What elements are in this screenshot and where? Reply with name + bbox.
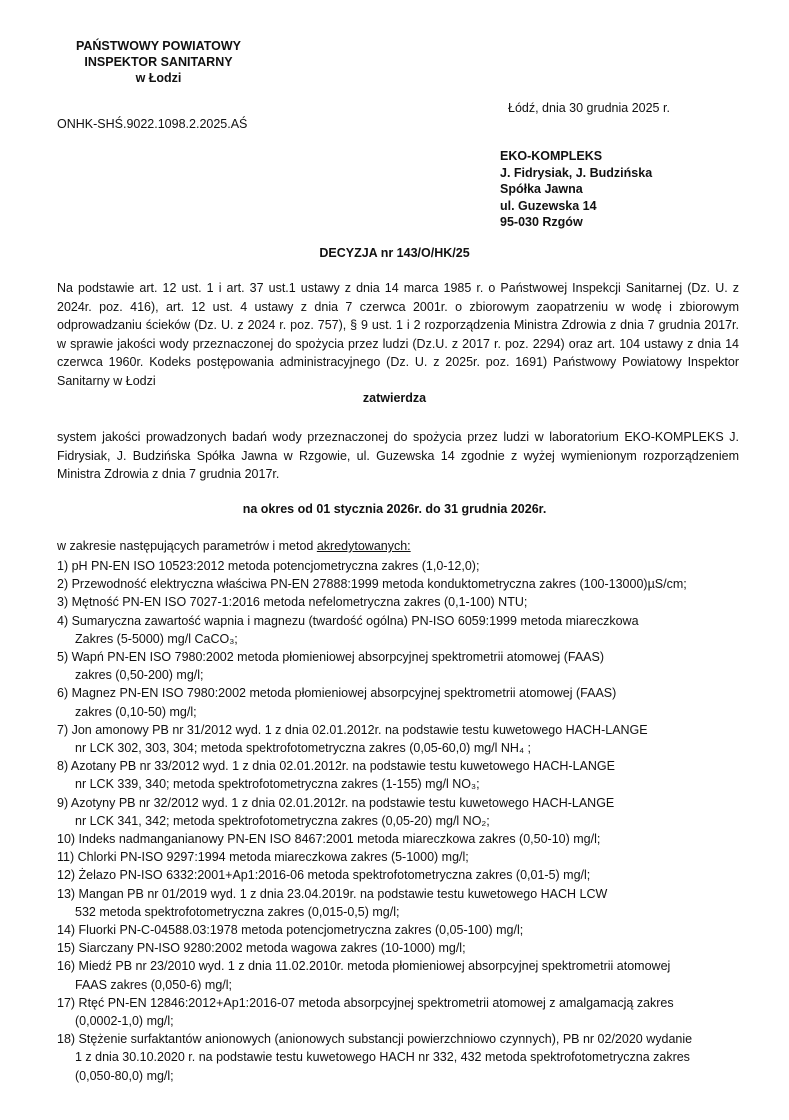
- parameter-text: 13) Mangan PB nr 01/2019 wyd. 1 z dnia 23.04.2019r. na podstawie testu kuwetowego HACH LCW: [57, 886, 608, 901]
- parameters-intro-text: w zakresie następujących parametrów i metod: [57, 539, 317, 553]
- parameter-item: [57, 957, 747, 993]
- city-date: Łódź, dnia 30 grudnia 2025 r.: [508, 101, 670, 115]
- parameter-continuation: nr LCK 341, 342; metoda spektrofotometryczna zakres (0,05-20) mg/l NO₂;: [75, 813, 490, 828]
- parameter-text: 14) Fluorki PN-C-04588.03:1978 metoda potencjometryczna zakres (0,05-100) mg/l;: [57, 923, 524, 938]
- parameter-list: [57, 557, 747, 1085]
- recipient-address: [500, 148, 652, 231]
- decision-title: DECYZJA nr 143/O/HK/25: [319, 246, 470, 260]
- parameter-text: 4) Sumaryczna zawartość wapnia i magnezu (twardość ogólna) PN-ISO 6059:1999 metoda miareczkowa: [57, 613, 639, 628]
- parameter-text: 16) Miedź PB nr 23/2010 wyd. 1 z dnia 11.02.2010r. metoda płomieniowej absorpcyjnej spektrometrii atomowej: [57, 959, 671, 974]
- authority-line: w Łodzi: [135, 71, 182, 85]
- parameter-item: [57, 575, 747, 593]
- authority-line: PAŃSTWOWY POWIATOWY: [75, 39, 242, 53]
- validity-period: na okres od 01 stycznia 2026r. do 31 grudnia 2026r.: [242, 502, 547, 516]
- parameter-item: [57, 1030, 747, 1085]
- parameter-text: 5) Wapń PN-EN ISO 7980:2002 metoda płomieniowej absorpcyjnej spektrometrii atomowej (FAAS): [57, 650, 605, 665]
- accredited-label: akredytowanych:: [316, 539, 411, 553]
- parameter-text: 6) Magnez PN-EN ISO 7980:2002 metoda płomieniowej absorpcyjnej spektrometrii atomowej (FAAS): [57, 686, 617, 701]
- parameter-item: [57, 648, 747, 684]
- parameter-item: [57, 994, 747, 1030]
- recipient-line: Spółka Jawna: [500, 182, 583, 196]
- parameter-continuation: zakres (0,10-50) mg/l;: [75, 704, 197, 719]
- parameter-text: 9) Azotyny PB nr 32/2012 wyd. 1 z dnia 02.01.2012r. na podstawie testu kuwetowego HACH-LANGE: [57, 795, 615, 810]
- parameter-continuation: (0,0002-1,0) mg/l;: [75, 1014, 174, 1029]
- parameter-continuation: zakres (0,50-200) mg/l;: [75, 668, 204, 683]
- issuing-authority: [56, 38, 261, 86]
- parameter-text: 1) pH PN-EN ISO 10523:2012 metoda potencjometryczna zakres (1,0-12,0);: [57, 559, 480, 573]
- parameter-item: [57, 557, 747, 575]
- parameters-intro: [57, 539, 411, 553]
- parameter-text: 18) Stężenie surfaktantów anionowych (anionowych substancji powierzchniowo czynnych), PB nr 02/2020 wydanie: [57, 1032, 693, 1047]
- parameter-item: [57, 593, 747, 611]
- parameter-text: 12) Żelazo PN-ISO 6332:2001+Ap1:2016-06 metoda spektrofotometryczna zakres (0,01-5) mg/l;: [57, 868, 591, 883]
- authority-line: INSPEKTOR SANITARNY: [84, 55, 233, 69]
- parameter-item: [57, 757, 747, 793]
- parameter-item: [57, 885, 747, 921]
- parameter-item: [57, 921, 747, 939]
- quality-system-paragraph: system jakości prowadzonych badań wody przeznaczonej do spożycia przez ludzi w laboratorium EKO-KOMPLEKS J. Fidrysiak, J. Budzińska Spółka Jawna w Rzgowie, ul. Guzewska 14 zgodnie z wyżej wymienionym rozporządzeniem Ministra Zdrowia z dnia 7 grudnia 2017r.: [57, 430, 739, 481]
- parameter-item: [57, 848, 747, 866]
- recipient-line: ul. Guzewska 14: [500, 198, 597, 213]
- parameter-continuation: (0,050-80,0) mg/l;: [75, 1068, 174, 1083]
- parameter-text: 8) Azotany PB nr 33/2012 wyd. 1 z dnia 02.01.2012r. na podstawie testu kuwetowego HACH-LANGE: [57, 759, 615, 774]
- parameter-text: 2) Przewodność elektryczna właściwa PN-EN 27888:1999 metoda konduktometryczna zakres (100-13000)µS/cm;: [57, 577, 687, 592]
- parameter-item: [57, 794, 747, 830]
- parameter-text: 10) Indeks nadmanganianowy PN-EN ISO 8467:2001 metoda miareczkowa zakres (0,50-10) mg/l;: [57, 832, 601, 847]
- parameter-text: 11) Chlorki PN-ISO 9297:1994 metoda miareczkowa zakres (5-1000) mg/l;: [57, 850, 469, 865]
- parameter-item: [57, 866, 747, 884]
- parameter-item: [57, 939, 747, 957]
- parameter-text: 15) Siarczany PN-ISO 9280:2002 metoda wagowa zakres (10-1000) mg/l;: [57, 941, 466, 956]
- parameter-continuation: Zakres (5-5000) mg/l CaCO₃;: [75, 631, 238, 646]
- parameter-item: [57, 721, 747, 757]
- parameter-continuation: nr LCK 302, 303, 304; metoda spektrofotometryczna zakres (0,05-60,0) mg/l NH₄ ;: [75, 741, 532, 756]
- parameter-continuation: 1 z dnia 30.10.2020 r. na podstawie testu kuwetowego HACH nr 332, 432 metoda spektrofotometryczna zakres: [75, 1050, 690, 1065]
- parameter-continuation: nr LCK 339, 340; metoda spektrofotometryczna zakres (1-155) mg/l NO₃;: [75, 777, 480, 792]
- recipient-line: 95-030 Rzgów: [500, 215, 583, 229]
- approves-heading: zatwierdza: [362, 391, 427, 405]
- parameter-text: 3) Mętność PN-EN ISO 7027-1:2016 metoda nefelometryczna zakres (0,1-100) NTU;: [57, 595, 528, 610]
- reference-number: ONHK-SHŚ.9022.1098.2.2025.AŚ: [57, 117, 248, 131]
- recipient-line: EKO-KOMPLEKS: [500, 149, 603, 163]
- parameter-continuation: FAAS zakres (0,050-6) mg/l;: [75, 977, 233, 992]
- legal-basis-paragraph: Na podstawie art. 12 ust. 1 i art. 37 ust.1 ustawy z dnia 14 marca 1985 r. o Państwowej Inspekcji Sanitarnej (Dz. U. z 2024r. poz. 416), art. 12 ust. 4 ustawy z dnia 7 czerwca 2001r. o zbiorowym zaopatrzeniu w wodę i zbiorowym odprowadzaniu ścieków (Dz. U. z 2024 r. poz. 757), § 9 ust. 1 i 2 rozporządzenia Ministra Zdrowia z dnia 7 grudnia 2017r. w sprawie jakości wody przeznaczonej do spożycia przez ludzi (Dz.U. z 2017 r. poz. 2294) oraz art. 104 ustawy z dnia 14 czerwca 1960r. Kodeks postępowania administracyjnego (Dz. U. z 2025r. poz. 1691) Państwowy Powiatowy Inspektor Sanitarny w Łodzi: [57, 281, 739, 388]
- parameter-item: [57, 612, 747, 648]
- parameter-text: 7) Jon amonowy PB nr 31/2012 wyd. 1 z dnia 02.01.2012r. na podstawie testu kuwetowego HACH-LANGE: [57, 722, 648, 737]
- recipient-line: J. Fidrysiak, J. Budzińska: [500, 165, 653, 180]
- parameter-text: 17) Rtęć PN-EN 12846:2012+Ap1:2016-07 metoda absorpcyjnej spektrometrii atomowej z amalgamacją zakres: [57, 995, 674, 1010]
- parameter-continuation: 532 metoda spektrofotometryczna zakres (0,015-0,5) mg/l;: [75, 904, 400, 919]
- parameter-item: [57, 830, 747, 848]
- parameter-item: [57, 684, 747, 720]
